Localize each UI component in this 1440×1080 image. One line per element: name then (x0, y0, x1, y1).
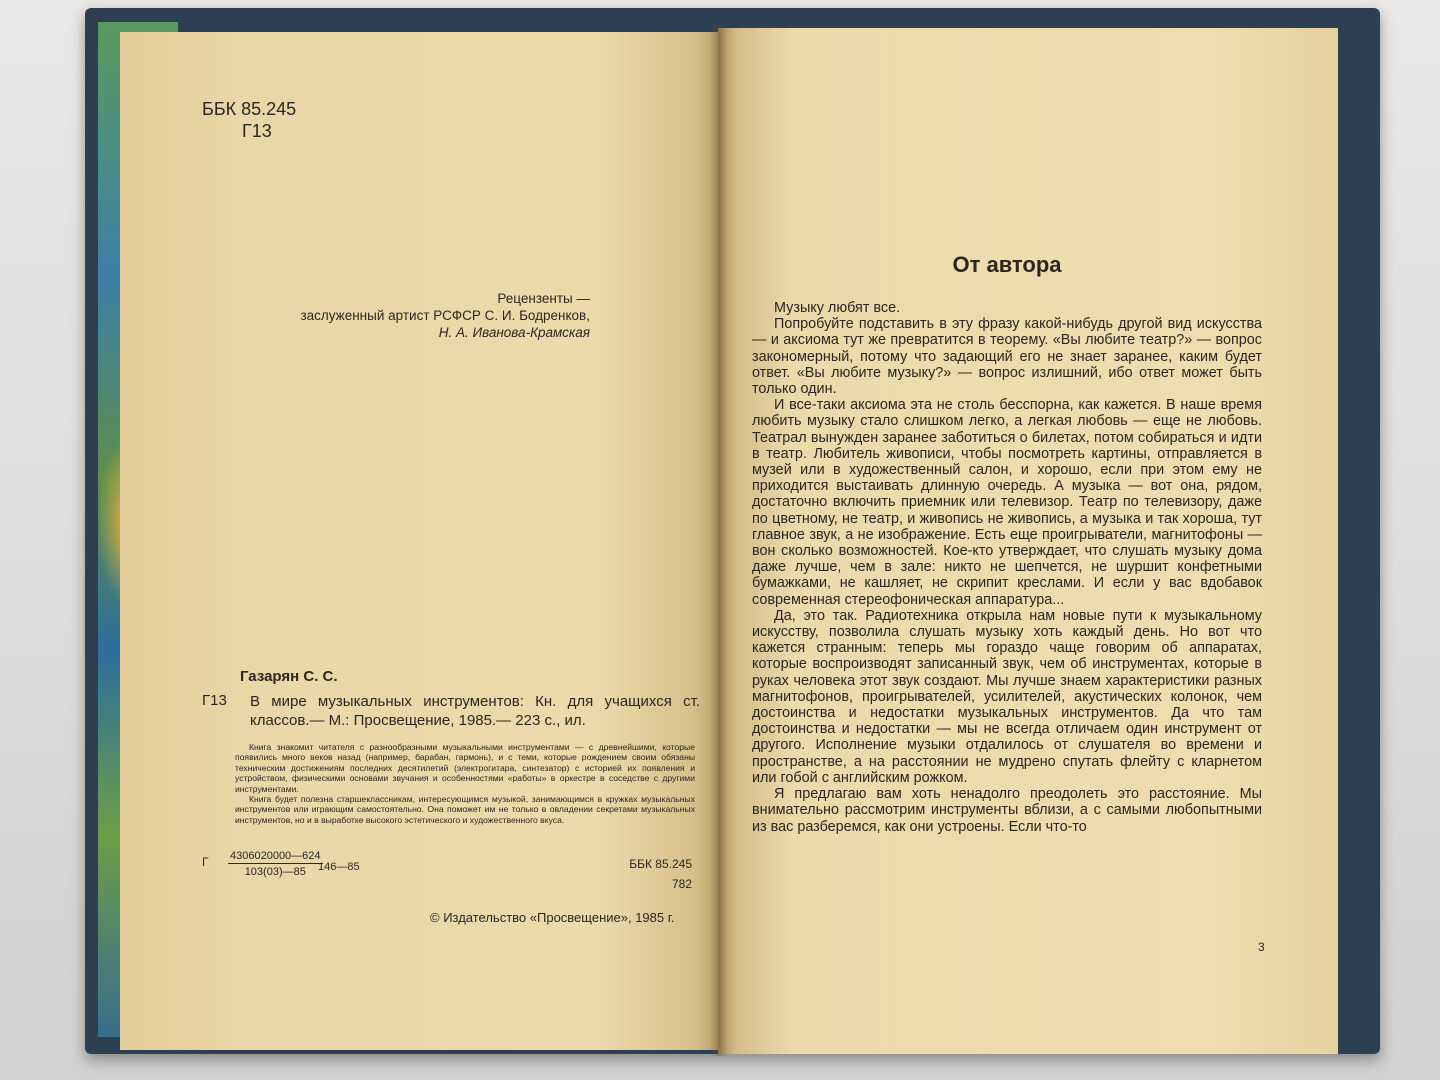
annotation (235, 742, 695, 825)
bbk-bottom-block (612, 854, 692, 894)
reviewer-1: заслуженный артист РСФСР С. И. Бодренков, (300, 308, 590, 323)
paragraph: Попробуйте подставить в эту фразу какой-нибудь другой вид искусства — и аксиома тут же превратится в теорему. «Вы любите театр?» — вопрос закономерный, потому что задающий его не знает заранее, каким будет ответ. «Вы любите музыку?» — вопрос излишний, ибо ответ может быть только один. (752, 316, 1262, 398)
bbk-block (202, 98, 296, 142)
chapter-heading: От автора (952, 252, 1062, 277)
left-page (120, 32, 718, 1050)
author-name: Газарян С. С. (240, 668, 338, 685)
reviewers-label: Рецензенты — (497, 291, 590, 306)
paragraph: Да, это так. Радиотехника открыла нам новые пути к музыкальному искусству, позволила слушать музыку хоть каждый день. Но вот что кажется странным: теперь мы гораздо чаще говорим об аппаратах, которые воспроизводят записанный звук, чем об инструментах, которые в руках человека этот звук создают. Мы лучше знаем характеристики разных магнитофонов, проигрывателей, усилителей, акустических колонок, чем достоинства и недостатки музыкальных инструментов. Да что там достоинства и недостатки — мы не всегда отличаем один инструмент от другого. Исполнение музыки отдалилось от слушателя во времени и пространстве, а на расстоянии не мудрено спутать флейту с кларнетом или гобой с английским рожком. (752, 607, 1262, 786)
code-denominator: 103(03)—85 (244, 866, 306, 878)
paragraph: Музыку любят все. (774, 300, 901, 316)
bbk-code: ББК 85.245 (202, 99, 297, 119)
body-text (752, 300, 1262, 835)
paragraph: Я предлагаю вам хоть ненадолго преодолеть это расстояние. Мы внимательно рассмотрим инструменты вблизи, а с самыми любопытными из вас разберемся, как они устроены. Если что-то (752, 786, 1262, 835)
bbk-bottom-num: 782 (671, 877, 692, 891)
bibliographic-entry: В мире музыкальных инструментов: Кн. для учащихся ст. классов.— М.: Просвещение, 1985.— 223 с., ил. (250, 693, 700, 729)
copyright: © Издательство «Просвещение», 1985 г. (430, 910, 675, 925)
page-number: 3 (1258, 940, 1265, 954)
code-numerator: 4306020000—624 (230, 850, 321, 862)
annotation-paragraph: Книга будет полезна старшеклассникам, интересующимся музыкой, занимающимся в кружках музыкальных инструментов или играющим самостоятельно. Она поможет им не только в овладении секретами музыкальных инструментов, но и в выработке высокого эстетического и художественного вкуса. (235, 794, 695, 825)
bbk-bottom: ББК 85.245 (629, 857, 692, 871)
code-fraction (228, 850, 323, 878)
bbk-index: Г13 (242, 121, 272, 141)
annotation-paragraph: Книга знакомит читателя с разнообразными музыкальными инструментами — с древнейшими, которые появились много веков назад (например, барабан, гармонь), и с теми, которые рождением своим обязаны техническим достижениям последних десятилетий (электрогитара, синтезатор) с историей их появления и устройством, физическими основами звучания и особенностями «работы» в оркестре в соседстве с другими инструментами. (235, 742, 695, 794)
paragraph: И все-таки аксиома эта не столь бесспорна, как кажется. В наше время любить музыку стало слишком легко, а легкая любовь — еще не любовь. Театрал вынужден заранее заботиться о билетах, потом собираться и идти в театр. Любитель живописи, чтобы посмотреть картины, отправляется в музей или в художественный салон, и хорошо, если при этом ему не приходится выстаивать длинную очередь. А музыка — вот она, рядом, достаточно включить приемник или телевизор. Театр по телевизору, даже по цветному, не театр, и живопись не живопись, а музыка и так хороша, тут главное звук, а не изображение. Есть еще проигрыватели, магнитофоны — вон сколько возможностей. Кое-кто утверждает, что слушать музыку дома даже лучше, чем в зале: никто не шепчется, не шуршит конфетными бумажками, не кашляет, не скрипит креслами. И если у вас вдобавок современная стереофоническая аппаратура... (752, 397, 1262, 608)
code-letter: Г (202, 855, 209, 869)
reviewers-block (290, 290, 590, 341)
author-index: Г13 (202, 692, 227, 709)
reviewer-2: Н. А. Иванова-Крамская (438, 325, 590, 340)
book-gutter (710, 26, 728, 1056)
code-suffix: 146—85 (318, 861, 360, 873)
